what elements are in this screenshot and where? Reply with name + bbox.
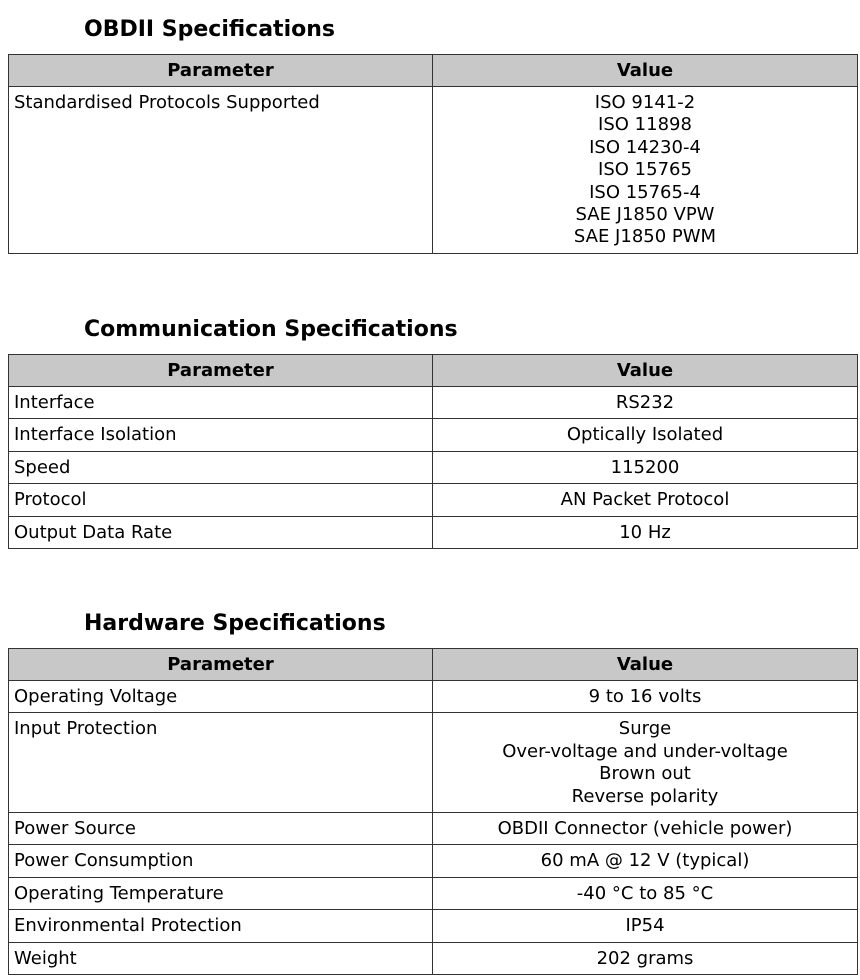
parameter-cell: Input Protection — [9, 713, 433, 813]
value-cell — [433, 516, 858, 548]
table-row — [9, 87, 858, 254]
value-column-header: Value — [433, 55, 858, 87]
parameter-cell: Environmental Protection — [9, 910, 433, 942]
parameter-cell: Speed — [9, 451, 433, 483]
value-cell — [433, 877, 858, 909]
value-line: Over-voltage and under-voltage — [502, 740, 788, 762]
value-cell — [433, 387, 858, 419]
table-row — [9, 877, 858, 909]
value-line: IP54 — [625, 915, 665, 937]
value-line: SAE J1850 PWM — [573, 226, 717, 248]
table-row — [9, 451, 858, 483]
value-column-header: Value — [433, 649, 858, 681]
table-header-row — [9, 55, 858, 87]
parameter-cell: Standardised Protocols Supported — [9, 87, 433, 254]
value-cell — [433, 942, 858, 974]
parameter-cell: Operating Temperature — [9, 877, 433, 909]
value-cell — [433, 681, 858, 713]
value-line: ISO 11898 — [598, 114, 692, 136]
parameter-cell: Protocol — [9, 484, 433, 516]
parameter-cell: Interface Isolation — [9, 419, 433, 451]
parameter-cell: Power Source — [9, 813, 433, 845]
value-line: ISO 9141-2 — [594, 92, 696, 113]
value-line: OBDII Connector (vehicle power) — [497, 818, 793, 840]
table-row — [9, 516, 858, 548]
table-row — [9, 813, 858, 845]
value-cell — [433, 910, 858, 942]
value-line: 60 mA @ 12 V (typical) — [540, 850, 750, 872]
parameter-cell: Operating Voltage — [9, 681, 433, 713]
value-cell — [433, 87, 858, 254]
obdii-spec-table — [8, 54, 858, 254]
parameter-column-header: Parameter — [9, 55, 433, 87]
value-line: ISO 15765-4 — [589, 181, 701, 203]
communication-section-title: Communication Specifications — [84, 317, 458, 342]
value-line: Optically Isolated — [566, 424, 724, 446]
obdii-section-title: OBDII Specifications — [84, 17, 335, 42]
parameter-cell: Output Data Rate — [9, 516, 433, 548]
table-row — [9, 681, 858, 713]
parameter-column-header: Parameter — [9, 649, 433, 681]
parameter-cell: Interface — [9, 387, 433, 419]
value-line: AN Packet Protocol — [560, 489, 730, 511]
hardware-section-title: Hardware Specifications — [84, 611, 386, 636]
obdii-table-body — [9, 87, 858, 254]
value-line: RS232 — [615, 392, 675, 413]
table-header-row — [9, 355, 858, 387]
table-row — [9, 484, 858, 516]
communication-spec-table — [8, 354, 858, 549]
table-row — [9, 387, 858, 419]
value-line: 9 to 16 volts — [588, 686, 702, 707]
value-line: Reverse polarity — [571, 785, 719, 807]
value-line: 202 grams — [596, 947, 694, 969]
parameter-cell: Weight — [9, 942, 433, 974]
table-row — [9, 942, 858, 974]
value-line: 115200 — [610, 456, 680, 478]
value-cell — [433, 419, 858, 451]
hardware-spec-table — [8, 648, 858, 975]
table-header-row — [9, 649, 858, 681]
value-cell — [433, 451, 858, 483]
table-row — [9, 713, 858, 813]
value-cell — [433, 813, 858, 845]
table-row — [9, 910, 858, 942]
table-row — [9, 845, 858, 877]
value-line: Surge — [618, 718, 672, 740]
value-cell — [433, 484, 858, 516]
table-row — [9, 419, 858, 451]
value-cell — [433, 845, 858, 877]
value-line: ISO 15765 — [598, 159, 692, 181]
parameter-cell: Power Consumption — [9, 845, 433, 877]
value-line: ISO 14230-4 — [589, 136, 701, 158]
value-column-header: Value — [433, 355, 858, 387]
value-cell — [433, 713, 858, 813]
hardware-table-body — [9, 681, 858, 975]
parameter-column-header: Parameter — [9, 355, 433, 387]
value-line: Brown out — [599, 763, 691, 785]
communication-table-body — [9, 387, 858, 549]
value-line: -40 °C to 85 °C — [576, 882, 714, 904]
value-line: 10 Hz — [619, 521, 671, 543]
value-line: SAE J1850 VPW — [575, 204, 715, 226]
